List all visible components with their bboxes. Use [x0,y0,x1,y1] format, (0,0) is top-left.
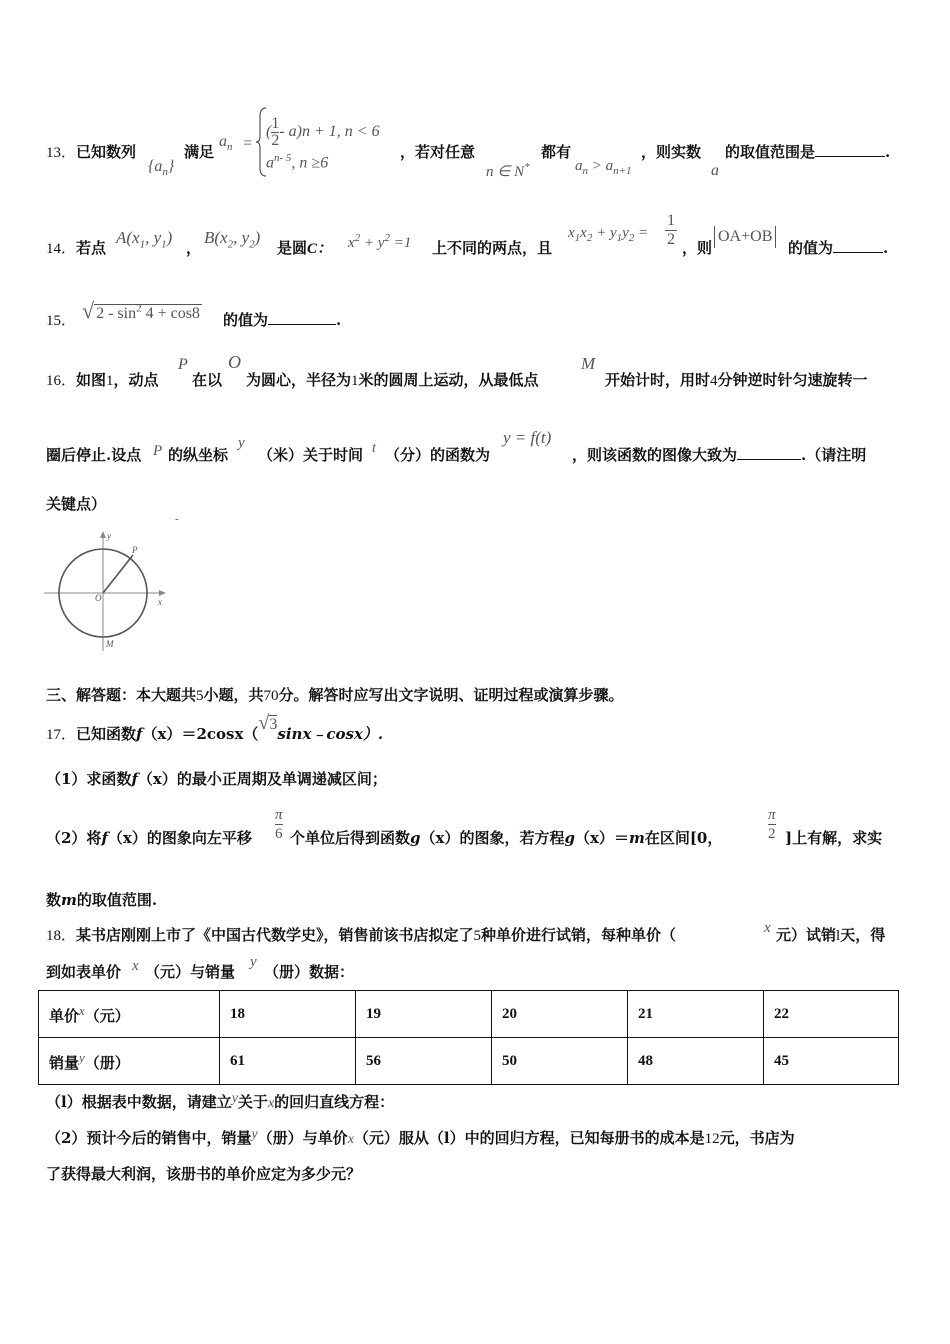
q18-data-table [38,990,899,1085]
q14-text-d: ，则 [682,239,713,257]
q15-number: 15． [46,313,77,329]
q13-text-a: 13．已知数列 [46,143,137,161]
q16-function: y = f(t) [503,428,552,447]
price-cell: 21 [628,991,764,1038]
q17-part-2-line2: 数m的取值范围. [46,891,158,909]
q13-inequality: $a_n > a_{n+1}$ [575,158,632,177]
q16-line3: 关键点） [46,495,107,513]
q17-part-1: （1）求函数f（x）的最小正周期及单调递减区间； [46,770,387,788]
sales-cell: 50 [492,1038,628,1085]
q16-t: t [372,441,376,456]
sales-cell: 45 [764,1038,899,1085]
q13-case1: ( $\frac{1}{2}$ - a)n + 1, n < 6 [266,115,380,149]
q16-o: O [228,352,241,372]
price-cell: 22 [764,991,899,1038]
q14-text-e: 的值为 . [788,239,889,257]
q16-stray-mark: - [175,513,179,525]
q18-x: x [764,920,771,936]
q18-part-2: （2）预计今后的销售中，销量y（册）与单价x（元）服从（l）中的回归方程，已知每册书的成本是12元，书店为 [46,1127,795,1147]
q16-p2: P [153,443,163,459]
fig-label-p: P [132,545,138,555]
q17-frac-pi-6: π 6 [275,807,283,842]
fig-label-o: O [95,593,102,603]
q18-line2-c: （册）数据： [264,963,355,981]
q14-vector-norm: OA+OB [714,226,776,248]
q16-p: P [178,356,188,373]
q14-point-b: $B(x_2$, $y_2$) [204,228,261,251]
q18-y: y [250,954,257,970]
q16-line1-a: 16．如图1，动点 [46,371,159,389]
q18-x2: x [132,958,139,974]
q14-comma: ， [186,239,202,257]
q13-case2: $a^{n- 5}$, n ≥6 [266,152,329,172]
q14-text-c: 上不同的两点，且 [432,239,553,257]
q15-radical: √ $2 - \sin^2 4 + \cos 8$ [82,298,200,323]
q17-frac-pi-2: π 2 [768,807,776,842]
q18-part-2-line2: 了获得最大利润，该册书的单价应定为多少元？ [46,1165,362,1183]
q14-circle-equation: $x^2 + y^2 =1$ [348,232,412,251]
q17-part-2-b: 个单位后得到函数g（x）的图象，若方程g（x）＝m在区间[0， [290,829,723,847]
fig-label-x: x [158,597,162,607]
sales-cell: 48 [628,1038,764,1085]
q16-y: y [238,435,245,451]
sales-cell: 61 [220,1038,356,1085]
q14-fraction: 1 2 [667,212,675,248]
q17-stem: 17．已知函数f（x）＝2cosx（√3sinx﹣cosx）. [46,712,384,743]
q13-text-b: 满足 [184,143,215,161]
price-cell: 18 [220,991,356,1038]
q13-text-e: ，则实数 [641,143,702,161]
q17-part-2-c: ]上有解，求实 [785,829,883,847]
q13-var-a: a [711,162,719,179]
x-axis-arrow-icon [159,590,166,596]
q13-sequence: $\{a_n\}$ [148,158,175,179]
q16-line1-e: 为圆心，半径为1米的圆周上运动，从最低点 [246,371,539,389]
q17-part-2-a: （2）将f（x）的图象向左平移 [46,829,252,847]
q16-line1-d: 在以 [192,371,223,389]
table-row-sales [39,1038,899,1085]
q15-text: 的值为 . [223,311,342,329]
q13-text-c: ，若对任意 [400,143,476,161]
q16-m: M [581,354,596,373]
q16-line2-b: 的纵坐标 [168,446,229,464]
q13-text-f: 的取值范围是 . [725,143,891,161]
row-label-sales: 销量$^y$（册） [39,1038,220,1085]
table-row-price [39,991,899,1038]
radius-op [103,555,133,593]
section-3-heading: 三、解答题：本大题共5小题，共70分。解答时应写出文字说明、证明过程或演算步骤。 [46,686,624,704]
q18-part-1: （l）根据表中数据，请建立y关于x的回归直线方程： [46,1091,395,1111]
q14-condition: $x_1x_2 + y_1y_2$ = [568,225,649,244]
q16-figure-1 [44,527,179,652]
q13-eq: = [243,135,253,152]
price-cell: 20 [492,991,628,1038]
q16-line2-e: ，则该函数的图像大致为 .（请注明 [572,446,867,464]
q14-text-a: 14．若点 [46,239,107,257]
price-cell: 19 [356,991,492,1038]
q18-line2-b: （元）与销量 [145,963,236,981]
fig-label-y: y [107,531,111,541]
q18-line1-c: 元）试销l天，得 [776,926,886,944]
q16-line2-a: 圈后停止.设点 [46,446,142,464]
q16-line1-h: 开始计时，用时4分钟逆时针匀速旋转一 [605,371,868,389]
y-axis-arrow-icon [100,531,106,538]
q14-point-a: $A(x_1$, $y_1$) [116,228,173,251]
q18-line2-a: 到如表单价 [46,963,122,981]
q13-an: $a_n$ [219,133,233,154]
q16-line2-c: （米）关于时间 [258,446,364,464]
row-label-price: 单价$^x$（元） [39,991,220,1038]
sales-cell: 56 [356,1038,492,1085]
q16-line2-d: （分）的函数为 [385,446,491,464]
q13-text-d: 都有 [541,143,572,161]
q14-text-b: 是圆C： [277,239,333,257]
fig-label-m: M [106,639,114,649]
q13-condition-n: n ∈ N* [486,161,530,180]
q18-line1-a: 18．某书店刚刚上市了《中国古代数学史》，销售前该书店拟定了5种单价进行试销，每种单价（ [46,926,677,944]
